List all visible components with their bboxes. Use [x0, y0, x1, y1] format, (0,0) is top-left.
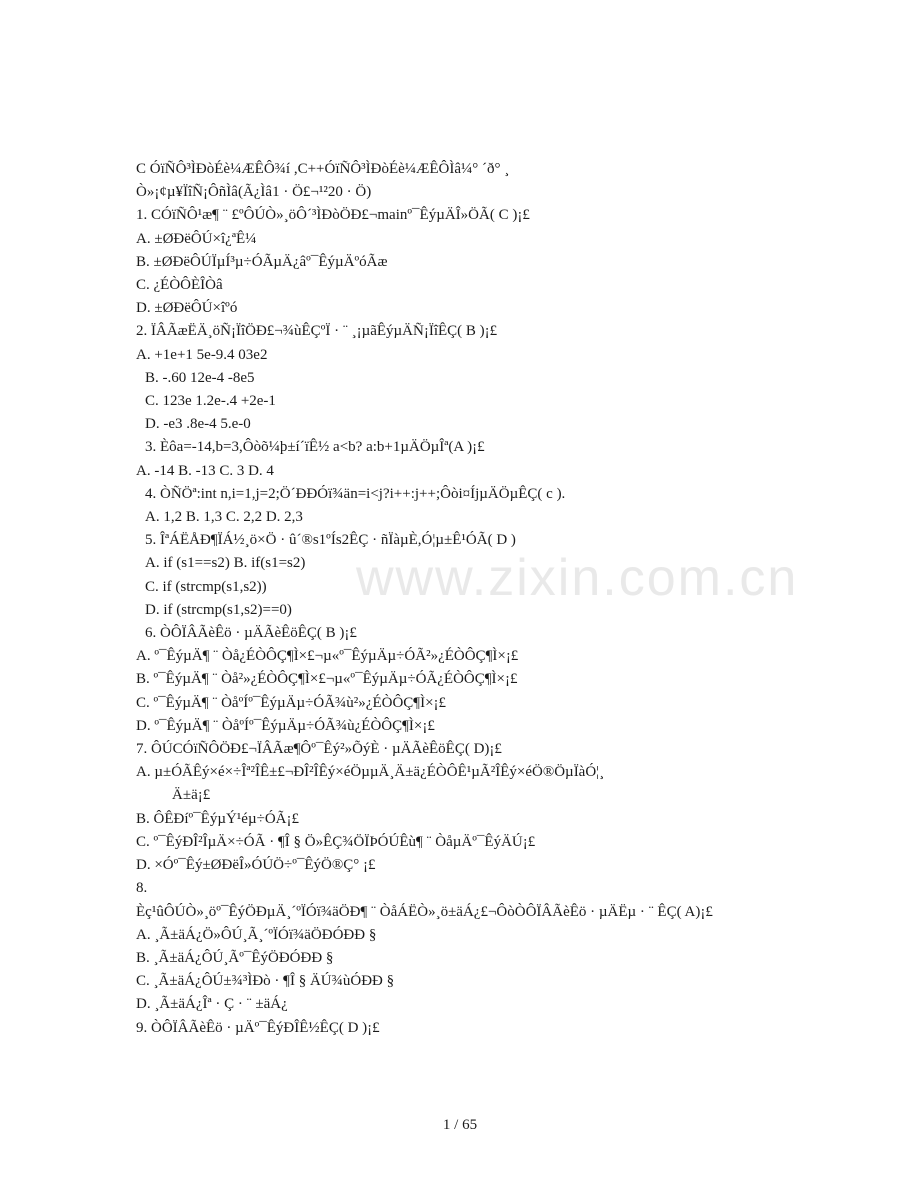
q8-option-a: A. ¸Ã±äÁ¿Ö»ÔÚ¸Ã¸´ºÏÓï¾äÖÐÓÐÐ §	[136, 926, 377, 943]
watermark: www.zixin.com.cn	[356, 549, 799, 607]
question-4: 4. ÒÑÖª:int n,i=1,j=2;Ö´ÐÐÓï¾än=i<j?i++:j++;Ôòi¤ÍjµÄÖµÊÇ( c ).	[145, 485, 566, 502]
q2-option-a: A. +1e+1 5e-9.4 03e2	[136, 346, 268, 363]
q8-option-c: C. ¸Ã±äÁ¿ÔÚ±¾³ÌÐò · ¶Î § ÄÚ¾ùÓÐÐ §	[136, 973, 395, 990]
question-5: 5. ÎªÁËÅÐ¶ÏÁ½¸ö×Ö · û´®s1ºÍs2ÊÇ · ñÏàµÈ,Ó¦µ±Ê¹ÓÃ( D )	[145, 532, 516, 549]
question-7: 7. ÔÚCÓïÑÔÖÐ£¬ÏÂÃæ¶Ôº¯Êý²»ÕýÈ · µÄÃèÊöÊÇ( D)¡£	[136, 741, 502, 758]
question-1: 1. CÓïÑÔ¹æ¶ ¨ £ºÔÚÒ»¸öÔ´³ÌÐòÖÐ£¬mainº¯ÊýµÄÎ»ÖÃ( C )¡£	[136, 207, 530, 224]
q4-options: A. 1,2 B. 1,3 C. 2,2 D. 2,3	[145, 509, 303, 526]
q7-option-c: C. º¯ÊýÐÎ²ÎµÄ×÷ÓÃ · ¶Î § Ö»ÊÇ¾ÖÏÞÓÚÊù¶ ¨ ÒåµÄº¯ÊýÄÚ¡£	[136, 833, 536, 850]
q7-option-b: B. ÔÊÐíº¯ÊýµÝ¹éµ÷ÓÃ¡£	[136, 810, 299, 827]
q5-option-c: C. if (strcmp(s1,s2))	[145, 578, 267, 595]
section-heading: Ò»¡¢µ¥ÏîÑ¡ÔñÌâ(Ã¿Ìâ1 · Ö£¬¹²20 · Ö)	[136, 184, 372, 201]
q3-options: A. -14 B. -13 C. 3 D. 4	[136, 462, 274, 479]
doc-title-line: C ÓïÑÔ³ÌÐòÉè¼ÆÊÔ¾í ,C++ÓïÑÔ³ÌÐòÉè¼ÆÊÔÌâ¼° ´ð° ¸	[136, 161, 510, 177]
q2-option-b: B. -.60 12e-4 -8e5	[145, 369, 255, 386]
q1-option-b: B. ±ØÐëÔÚÏµÍ³µ÷ÓÃµÄ¿âº¯ÊýµÄºóÃæ	[136, 253, 388, 270]
question-2: 2. ÏÂÃæËÄ¸öÑ¡ÏîÖÐ£¬¾ùÊÇºÏ · ¨ ¸¡µãÊýµÄÑ¡ÏîÊÇ( B )¡£	[136, 323, 498, 340]
q8-option-b: B. ¸Ã±äÁ¿ÔÚ¸Ãº¯ÊýÖÐÓÐÐ §	[136, 949, 334, 966]
q2-option-d: D. -e3 .8e-4 5.e-0	[145, 416, 251, 433]
q1-option-d: D. ±ØÐëÔÚ×îºó	[136, 300, 238, 317]
q6-option-b: B. º¯ÊýµÄ¶ ¨ Òå²»¿ÉÒÔÇ¶Ì×£¬µ«º¯ÊýµÄµ÷ÓÃ¿ÉÒÔÇ¶Ì×¡£	[136, 671, 518, 688]
q6-option-d: D. º¯ÊýµÄ¶ ¨ ÒåºÍº¯ÊýµÄµ÷ÓÃ¾ù¿ÉÒÔÇ¶Ì×¡£	[136, 717, 435, 734]
q2-option-c: C. 123e 1.2e-.4 +2e-1	[145, 393, 276, 410]
q5-options-ab: A. if (s1==s2) B. if(s1=s2)	[145, 555, 306, 572]
page-number: 1 / 65	[442, 1117, 478, 1133]
q1-option-a: A. ±ØÐëÔÚ×î¿ªÊ¼	[136, 230, 257, 247]
q6-option-c: C. º¯ÊýµÄ¶ ¨ ÒåºÍº¯ÊýµÄµ÷ÓÃ¾ù²»¿ÉÒÔÇ¶Ì×¡£	[136, 694, 447, 711]
q7-option-a-continued: Ä±ä¡£	[172, 787, 211, 804]
question-6: 6. ÒÔÏÂÃèÊö · µÄÃèÊöÊÇ( B )¡£	[145, 625, 357, 642]
q7-option-d: D. ×Óº¯Êý±ØÐëÎ»ÓÚÖ÷º¯ÊýÖ®Ç° ¡£	[136, 857, 376, 874]
question-8-number: 8.	[136, 880, 148, 897]
q1-option-c: C. ¿ÉÒÔÈÎÒâ	[136, 277, 223, 294]
question-9: 9. ÒÔÏÂÃèÊö · µÄº¯ÊýÐÎÊ½ÊÇ( D )¡£	[136, 1019, 380, 1036]
question-3: 3. Èôa=-14,b=3,Ôòõ¼þ±í´ïÊ½ a<b? a:b+1µÄÖµÎª(A )¡£	[145, 439, 485, 456]
q5-option-d: D. if (strcmp(s1,s2)==0)	[145, 601, 292, 618]
q6-option-a: A. º¯ÊýµÄ¶ ¨ Òå¿ÉÒÔÇ¶Ì×£¬µ«º¯ÊýµÄµ÷ÓÃ²»¿ÉÒÔÇ¶Ì×¡£	[136, 648, 519, 665]
question-8: Èç¹ûÔÚÒ»¸öº¯ÊýÖÐµÄ¸´ºÏÓï¾äÖÐ¶ ¨ ÒåÁËÒ»¸ö±äÁ¿£¬ÔòÒÔÏÂÃèÊö · µÄËµ · ¨ ÊÇ( A)¡£	[136, 903, 713, 920]
q8-option-d: D. ¸Ã±äÁ¿Îª · Ç · ¨ ±äÁ¿	[136, 996, 288, 1013]
q7-option-a: A. µ±ÓÃÊý×é×÷Îª²ÎÊ±£¬ÐÎ²ÎÊý×éÖµµÄ¸Ä±ä¿ÉÒÔÊ¹µÃ²ÎÊý×éÖ®ÖµÏàÓ¦¸	[136, 764, 605, 781]
